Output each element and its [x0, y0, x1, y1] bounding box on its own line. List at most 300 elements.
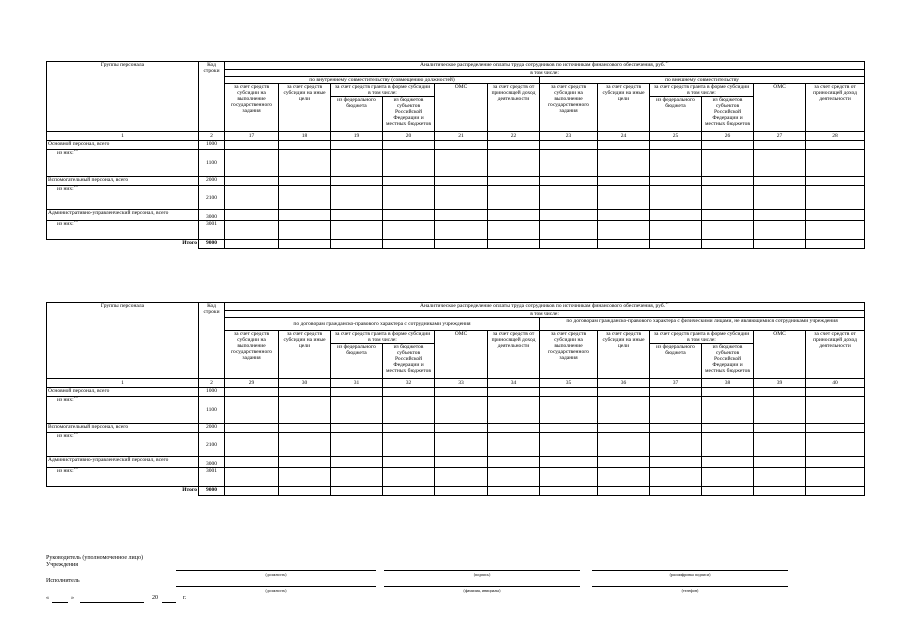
value-cell[interactable] [488, 468, 540, 487]
table-row [47, 468, 865, 487]
total-value-cell[interactable] [598, 240, 650, 249]
value-cell[interactable] [383, 468, 435, 487]
value-cell[interactable] [331, 388, 383, 397]
table-title: Аналитическое распределение оплаты труда сотрудников по источникам финансового обеспечения, руб.$^{17}$ [225, 303, 865, 311]
value-cell[interactable] [540, 388, 598, 397]
col-grant-regional: из бюджетов субъектов Российской Федерации и местных бюджетов [383, 97, 435, 132]
cap-position: (должность) [265, 588, 287, 593]
cap-decode: (расшифровка подписи) [669, 572, 711, 577]
value-cell[interactable] [225, 210, 279, 221]
row-code: 2000 [199, 424, 225, 433]
total-value-cell[interactable] [702, 240, 754, 249]
value-cell[interactable] [598, 210, 650, 221]
col-number: 1 [47, 132, 199, 141]
cap-signature: (подпись) [473, 572, 491, 577]
value-cell[interactable] [488, 186, 540, 210]
value-cell[interactable] [279, 141, 331, 150]
value-cell[interactable] [331, 177, 383, 186]
group-a-header: по договорам гражданско-правового характера с сотрудниками учреждения [225, 318, 540, 331]
table-row [47, 141, 865, 150]
value-cell[interactable] [754, 221, 806, 240]
value-cell[interactable] [650, 186, 702, 210]
value-cell[interactable] [540, 397, 598, 424]
value-cell[interactable] [225, 177, 279, 186]
col-subsidy-other: за счет средств субсидии на иные цели [598, 331, 650, 379]
col-number: 28 [806, 132, 865, 141]
col-income: за счет средств от приносящей доход деятельности [806, 84, 865, 132]
value-cell[interactable] [279, 210, 331, 221]
value-cell[interactable] [702, 210, 754, 221]
col-number: 35 [540, 379, 598, 388]
cap-phone: (телефон) [681, 588, 699, 593]
value-cell[interactable] [225, 186, 279, 210]
total-value-cell[interactable] [806, 240, 865, 249]
incl-label: в том числе: [225, 311, 865, 318]
row-label: Административно-управленческий персонал, всего [47, 457, 199, 468]
value-cell[interactable] [488, 424, 540, 433]
value-cell[interactable] [540, 177, 598, 186]
col-number: 25 [650, 132, 702, 141]
row-label: Основной персонал, всего [47, 141, 199, 150]
value-cell[interactable] [702, 177, 754, 186]
value-cell[interactable] [806, 186, 865, 210]
value-cell[interactable] [331, 210, 383, 221]
col-income: за счет средств от приносящей доход деятельности [488, 331, 540, 379]
total-value-cell[interactable] [598, 487, 650, 496]
value-cell[interactable] [383, 457, 435, 468]
value-cell[interactable] [806, 221, 865, 240]
col-number: 24 [598, 132, 650, 141]
value-cell[interactable] [383, 424, 435, 433]
value-cell[interactable] [806, 150, 865, 177]
row-label: Административно-управленческий персонал, всего [47, 210, 199, 221]
value-cell[interactable] [540, 468, 598, 487]
col-number: 29 [225, 379, 279, 388]
table-row [47, 433, 865, 457]
value-cell[interactable] [650, 150, 702, 177]
row-code: 1000 [199, 388, 225, 397]
table-row [47, 177, 865, 186]
col-subsidy-other: за счет средств субсидии на иные цели [279, 84, 331, 132]
col-number: 39 [754, 379, 806, 388]
col-grant-federal: из федерального бюджета [331, 344, 383, 379]
table-row [47, 210, 865, 221]
total-value-cell[interactable] [435, 240, 488, 249]
total-value-cell[interactable] [279, 240, 331, 249]
col-number: 19 [331, 132, 383, 141]
total-value-cell[interactable] [702, 487, 754, 496]
value-cell[interactable] [598, 397, 650, 424]
table-row [47, 150, 865, 177]
exec-position-line[interactable] [176, 586, 376, 587]
group-b-header: по договорам гражданско-правового характера с физическими лицами, не являющимися сотрудниками учреждения [540, 318, 865, 331]
value-cell[interactable] [598, 186, 650, 210]
value-cell[interactable] [540, 433, 598, 457]
col-number: 37 [650, 379, 702, 388]
value-cell[interactable] [540, 186, 598, 210]
value-cell[interactable] [279, 186, 331, 210]
total-value-cell[interactable] [488, 240, 540, 249]
row-label: из них:$^{18}$ [47, 433, 199, 457]
date-open-quote: « [46, 595, 49, 601]
col-grant-regional: из бюджетов субъектов Российской Федерации и местных бюджетов [702, 97, 754, 132]
value-cell[interactable] [435, 177, 488, 186]
row-code: 1100 [199, 397, 225, 424]
col-income: за счет средств от приносящей доход деятельности [806, 331, 865, 379]
row-code: 2100 [199, 186, 225, 210]
value-cell[interactable] [540, 457, 598, 468]
value-cell[interactable] [279, 424, 331, 433]
value-cell[interactable] [435, 433, 488, 457]
value-cell[interactable] [331, 433, 383, 457]
date-day-line[interactable] [52, 602, 68, 603]
value-cell[interactable] [702, 221, 754, 240]
col-grant-federal: из федерального бюджета [331, 97, 383, 132]
col-number: 1 [47, 379, 199, 388]
total-value-cell[interactable] [540, 487, 598, 496]
col-grant: за счет средств гранта в форме субсидии в том числе: [331, 331, 435, 344]
value-cell[interactable] [488, 210, 540, 221]
value-cell[interactable] [754, 457, 806, 468]
col-subsidy-task: за счет средств субсидии на выполнение государственного задания [225, 84, 279, 132]
value-cell[interactable] [435, 468, 488, 487]
total-value-cell[interactable] [540, 240, 598, 249]
value-cell[interactable] [806, 177, 865, 186]
row-code: 3001 [199, 468, 225, 487]
total-value-cell[interactable] [331, 487, 383, 496]
col-number: 21 [435, 132, 488, 141]
col-number: 17 [225, 132, 279, 141]
value-cell[interactable] [488, 457, 540, 468]
col-subsidy-other: за счет средств субсидии на иные цели [598, 84, 650, 132]
value-cell[interactable] [598, 388, 650, 397]
col-subsidy-task: за счет средств субсидии на выполнение государственного задания [540, 84, 598, 132]
value-cell[interactable] [650, 424, 702, 433]
total-code: 9000 [199, 487, 225, 496]
value-cell[interactable] [279, 150, 331, 177]
value-cell[interactable] [225, 468, 279, 487]
row-code: 3001 [199, 221, 225, 240]
value-cell[interactable] [650, 433, 702, 457]
value-cell[interactable] [806, 210, 865, 221]
value-cell[interactable] [488, 397, 540, 424]
value-cell[interactable] [754, 210, 806, 221]
table-row [47, 221, 865, 240]
total-value-cell[interactable] [650, 240, 702, 249]
value-cell[interactable] [225, 433, 279, 457]
col-oms: ОМС [435, 331, 488, 379]
col-grant-federal: из федерального бюджета [650, 97, 702, 132]
column-numbers-row [47, 132, 865, 141]
value-cell[interactable] [650, 177, 702, 186]
total-label: Итого [47, 487, 199, 496]
value-cell[interactable] [650, 457, 702, 468]
value-cell[interactable] [598, 457, 650, 468]
value-cell[interactable] [435, 210, 488, 221]
value-cell[interactable] [435, 424, 488, 433]
incl-label: в том числе: [225, 70, 865, 77]
value-cell[interactable] [650, 388, 702, 397]
value-cell[interactable] [702, 424, 754, 433]
col-subsidy-task: за счет средств субсидии на выполнение государственного задания [540, 331, 598, 379]
head-label: Руководитель (уполномоченное лицо) Учреждения [46, 555, 143, 568]
col-number: 31 [331, 379, 383, 388]
table-row [47, 424, 865, 433]
date-year-prefix: 20 [152, 595, 158, 601]
total-value-cell[interactable] [435, 487, 488, 496]
value-cell[interactable] [806, 468, 865, 487]
col-number: 34 [488, 379, 540, 388]
value-cell[interactable] [598, 150, 650, 177]
col-number: 30 [279, 379, 331, 388]
date-close-quote: » [71, 595, 74, 601]
analytics-table-2 [46, 302, 865, 496]
value-cell[interactable] [754, 141, 806, 150]
head-decode-line[interactable] [592, 570, 788, 571]
value-cell[interactable] [435, 186, 488, 210]
value-cell[interactable] [225, 150, 279, 177]
date-month-line[interactable] [80, 602, 144, 603]
col-number: 2 [199, 132, 225, 141]
col-number: 36 [598, 379, 650, 388]
table-row [47, 457, 865, 468]
value-cell[interactable] [540, 221, 598, 240]
value-cell[interactable] [754, 433, 806, 457]
value-cell[interactable] [435, 221, 488, 240]
table-row [47, 388, 865, 397]
value-cell[interactable] [806, 141, 865, 150]
col-number: 2 [199, 379, 225, 388]
col-number: 20 [383, 132, 435, 141]
total-value-cell[interactable] [383, 240, 435, 249]
row-label: из них:$^{18}$ [47, 221, 199, 240]
value-cell[interactable] [598, 424, 650, 433]
value-cell[interactable] [383, 141, 435, 150]
value-cell[interactable] [435, 388, 488, 397]
value-cell[interactable] [540, 141, 598, 150]
group-b-header: по внешнему совместительству [540, 77, 865, 84]
code-header: Код строки [199, 303, 225, 379]
value-cell[interactable] [225, 388, 279, 397]
groups-header: Группы персонала [47, 62, 199, 132]
value-cell[interactable] [702, 433, 754, 457]
row-code: 3000 [199, 457, 225, 468]
analytics-table-1 [46, 61, 865, 249]
value-cell[interactable] [331, 186, 383, 210]
total-row [47, 487, 865, 496]
col-grant: за счет средств гранта в форме субсидии в том числе: [650, 331, 754, 344]
col-grant: за счет средств гранта в форме субсидии в том числе: [331, 84, 435, 97]
total-value-cell[interactable] [754, 240, 806, 249]
value-cell[interactable] [650, 221, 702, 240]
col-number: 33 [435, 379, 488, 388]
col-number: 27 [754, 132, 806, 141]
value-cell[interactable] [488, 433, 540, 457]
value-cell[interactable] [806, 388, 865, 397]
col-grant-federal: из федерального бюджета [650, 344, 702, 379]
exec-phone-line[interactable] [592, 586, 788, 587]
value-cell[interactable] [331, 150, 383, 177]
date-year-line[interactable] [162, 602, 176, 603]
value-cell[interactable] [806, 457, 865, 468]
value-cell[interactable] [279, 388, 331, 397]
table-row [47, 186, 865, 210]
row-label: из них:$^{18}$ [47, 186, 199, 210]
total-value-cell[interactable] [488, 487, 540, 496]
exec-fio-line[interactable] [384, 586, 580, 587]
value-cell[interactable] [383, 397, 435, 424]
value-cell[interactable] [225, 221, 279, 240]
value-cell[interactable] [331, 424, 383, 433]
value-cell[interactable] [806, 397, 865, 424]
value-cell[interactable] [279, 457, 331, 468]
value-cell[interactable] [279, 397, 331, 424]
row-label: Вспомогательный персонал, всего [47, 177, 199, 186]
value-cell[interactable] [650, 141, 702, 150]
table-row [47, 397, 865, 424]
value-cell[interactable] [806, 433, 865, 457]
value-cell[interactable] [383, 177, 435, 186]
col-subsidy-task: за счет средств субсидии на выполнение государственного задания [225, 331, 279, 379]
col-oms: ОМС [754, 84, 806, 132]
value-cell[interactable] [540, 210, 598, 221]
value-cell[interactable] [383, 210, 435, 221]
value-cell[interactable] [650, 397, 702, 424]
value-cell[interactable] [754, 468, 806, 487]
value-cell[interactable] [702, 150, 754, 177]
row-label: Основной персонал, всего [47, 388, 199, 397]
value-cell[interactable] [435, 397, 488, 424]
value-cell[interactable] [225, 457, 279, 468]
value-cell[interactable] [488, 150, 540, 177]
value-cell[interactable] [279, 177, 331, 186]
total-value-cell[interactable] [754, 487, 806, 496]
value-cell[interactable] [754, 397, 806, 424]
value-cell[interactable] [225, 397, 279, 424]
total-label: Итого [47, 240, 199, 249]
value-cell[interactable] [754, 150, 806, 177]
value-cell[interactable] [702, 388, 754, 397]
value-cell[interactable] [279, 468, 331, 487]
value-cell[interactable] [279, 433, 331, 457]
value-cell[interactable] [650, 468, 702, 487]
col-income: за счет средств от приносящей доход деятельности [488, 84, 540, 132]
value-cell[interactable] [702, 186, 754, 210]
value-cell[interactable] [754, 388, 806, 397]
value-cell[interactable] [598, 177, 650, 186]
value-cell[interactable] [754, 424, 806, 433]
value-cell[interactable] [383, 150, 435, 177]
row-label: Вспомогательный персонал, всего [47, 424, 199, 433]
value-cell[interactable] [331, 397, 383, 424]
value-cell[interactable] [702, 397, 754, 424]
executor-label: Исполнитель [46, 578, 80, 584]
value-cell[interactable] [488, 221, 540, 240]
value-cell[interactable] [754, 177, 806, 186]
value-cell[interactable] [598, 221, 650, 240]
value-cell[interactable] [806, 424, 865, 433]
total-value-cell[interactable] [225, 487, 279, 496]
value-cell[interactable] [540, 424, 598, 433]
row-label: из них:$^{18}$ [47, 468, 199, 487]
value-cell[interactable] [598, 141, 650, 150]
value-cell[interactable] [598, 433, 650, 457]
col-oms: ОМС [754, 331, 806, 379]
cap-position: (должность) [265, 572, 287, 577]
total-value-cell[interactable] [806, 487, 865, 496]
head-position-line[interactable] [176, 570, 376, 571]
row-code: 2000 [199, 177, 225, 186]
total-value-cell[interactable] [225, 240, 279, 249]
col-grant: за счет средств гранта в форме субсидии в том числе: [650, 84, 754, 97]
total-value-cell[interactable] [331, 240, 383, 249]
value-cell[interactable] [225, 424, 279, 433]
value-cell[interactable] [650, 210, 702, 221]
total-code: 9000 [199, 240, 225, 249]
col-number: 22 [488, 132, 540, 141]
total-row [47, 240, 865, 249]
value-cell[interactable] [331, 221, 383, 240]
value-cell[interactable] [754, 186, 806, 210]
value-cell[interactable] [702, 457, 754, 468]
groups-header: Группы персонала [47, 303, 199, 379]
value-cell[interactable] [435, 141, 488, 150]
value-cell[interactable] [225, 141, 279, 150]
col-number: 38 [702, 379, 754, 388]
value-cell[interactable] [331, 141, 383, 150]
total-value-cell[interactable] [650, 487, 702, 496]
col-grant-regional: из бюджетов субъектов Российской Федерации и местных бюджетов [383, 344, 435, 379]
col-grant-regional: из бюджетов субъектов Российской Федерации и местных бюджетов [702, 344, 754, 379]
value-cell[interactable] [279, 221, 331, 240]
value-cell[interactable] [488, 141, 540, 150]
head-signature-line[interactable] [384, 570, 580, 571]
table-title: Аналитическое распределение оплаты труда сотрудников по источникам финансового обеспечения, руб.$^{17}$ [225, 62, 865, 70]
value-cell[interactable] [383, 186, 435, 210]
row-code: 2100 [199, 433, 225, 457]
value-cell[interactable] [702, 141, 754, 150]
col-number: 18 [279, 132, 331, 141]
col-number: 23 [540, 132, 598, 141]
column-numbers-row [47, 379, 865, 388]
code-header: Код строки [199, 62, 225, 132]
col-number: 26 [702, 132, 754, 141]
value-cell[interactable] [383, 433, 435, 457]
value-cell[interactable] [540, 150, 598, 177]
date-year-suffix: г. [183, 595, 187, 601]
row-code: 3000 [199, 210, 225, 221]
col-number: 32 [383, 379, 435, 388]
value-cell[interactable] [383, 388, 435, 397]
value-cell[interactable] [488, 177, 540, 186]
row-label: из них:$^{18}$ [47, 397, 199, 424]
value-cell[interactable] [488, 388, 540, 397]
value-cell[interactable] [331, 457, 383, 468]
cap-fio: (фамилия, инициалы) [463, 588, 501, 593]
col-oms: ОМС [435, 84, 488, 132]
value-cell[interactable] [702, 468, 754, 487]
value-cell[interactable] [435, 457, 488, 468]
total-value-cell[interactable] [279, 487, 331, 496]
value-cell[interactable] [331, 468, 383, 487]
value-cell[interactable] [383, 221, 435, 240]
value-cell[interactable] [598, 468, 650, 487]
value-cell[interactable] [435, 150, 488, 177]
row-label: из них:$^{18}$ [47, 150, 199, 177]
total-value-cell[interactable] [383, 487, 435, 496]
row-code: 1000 [199, 141, 225, 150]
row-code: 1100 [199, 150, 225, 177]
